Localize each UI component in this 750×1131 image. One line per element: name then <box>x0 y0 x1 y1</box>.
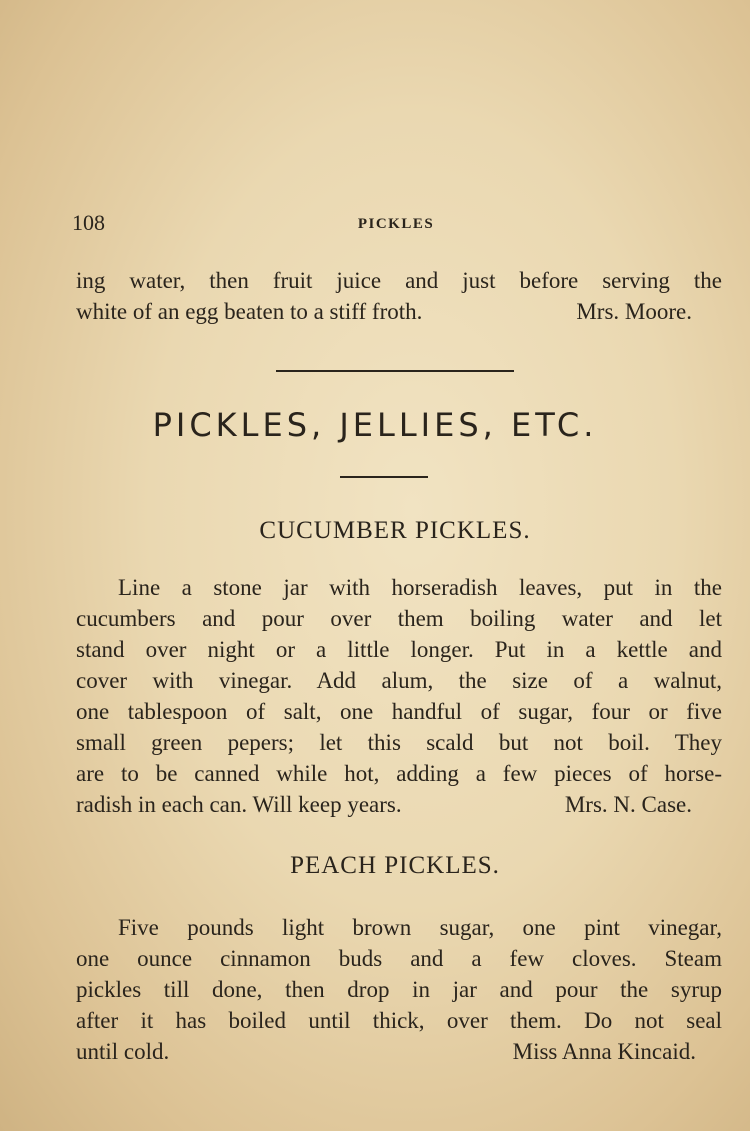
text-line: small green pepers; let this scald but not boil. They <box>76 730 722 755</box>
text-line: one ounce cinnamon buds and a few cloves. Steam <box>76 946 722 971</box>
recipe-title-cucumber: CUCUMBER PICKLES. <box>259 517 531 544</box>
recipe-signature: Mrs. Moore. <box>576 299 692 324</box>
text-line: one tablespoon of salt, one handful of sugar, four or five <box>76 699 722 724</box>
running-head <box>72 210 720 240</box>
text-line: ing water, then fruit juice and just before serving the <box>76 268 722 293</box>
intro-paragraph <box>76 265 722 327</box>
text-line: are to be canned while hot, adding a few pieces of horse- <box>76 761 722 786</box>
text-line: pickles till done, then drop in jar and pour the syrup <box>76 977 722 1002</box>
recipe-signature: Miss Anna Kincaid. <box>512 1039 696 1064</box>
text-line: after it has boiled until thick, over them. Do not seal <box>76 1008 722 1033</box>
section-title: PICKLES, JELLIES, ETC. <box>152 406 598 444</box>
recipe-signature: Mrs. N. Case. <box>564 792 692 817</box>
text-line <box>76 1036 722 1067</box>
recipe-body-peach <box>76 912 722 1067</box>
divider-rule <box>276 370 514 372</box>
text-line: cucumbers and pour over them boiling water and let <box>76 606 722 631</box>
text-line-content: white of an egg beaten to a stiff froth. <box>76 299 423 324</box>
text-line-content: radish in each can. Will keep years. <box>76 792 402 817</box>
recipe-body-cucumber <box>76 572 722 820</box>
text-line <box>76 296 722 327</box>
recipe-title-peach: PEACH PICKLES. <box>290 852 500 879</box>
text-line-content: until cold. <box>76 1039 170 1064</box>
page-number: 108 <box>72 210 105 235</box>
running-title: PICKLES <box>357 216 435 232</box>
divider-rule-short <box>340 476 428 478</box>
text-line: Five pounds light brown sugar, one pint vinegar, <box>118 915 722 940</box>
text-line <box>76 789 722 820</box>
text-line: Line a stone jar with horseradish leaves, put in the <box>118 575 722 600</box>
text-line: cover with vinegar. Add alum, the size of a walnut, <box>76 668 722 693</box>
text-line: stand over night or a little longer. Put in a kettle and <box>76 637 722 662</box>
